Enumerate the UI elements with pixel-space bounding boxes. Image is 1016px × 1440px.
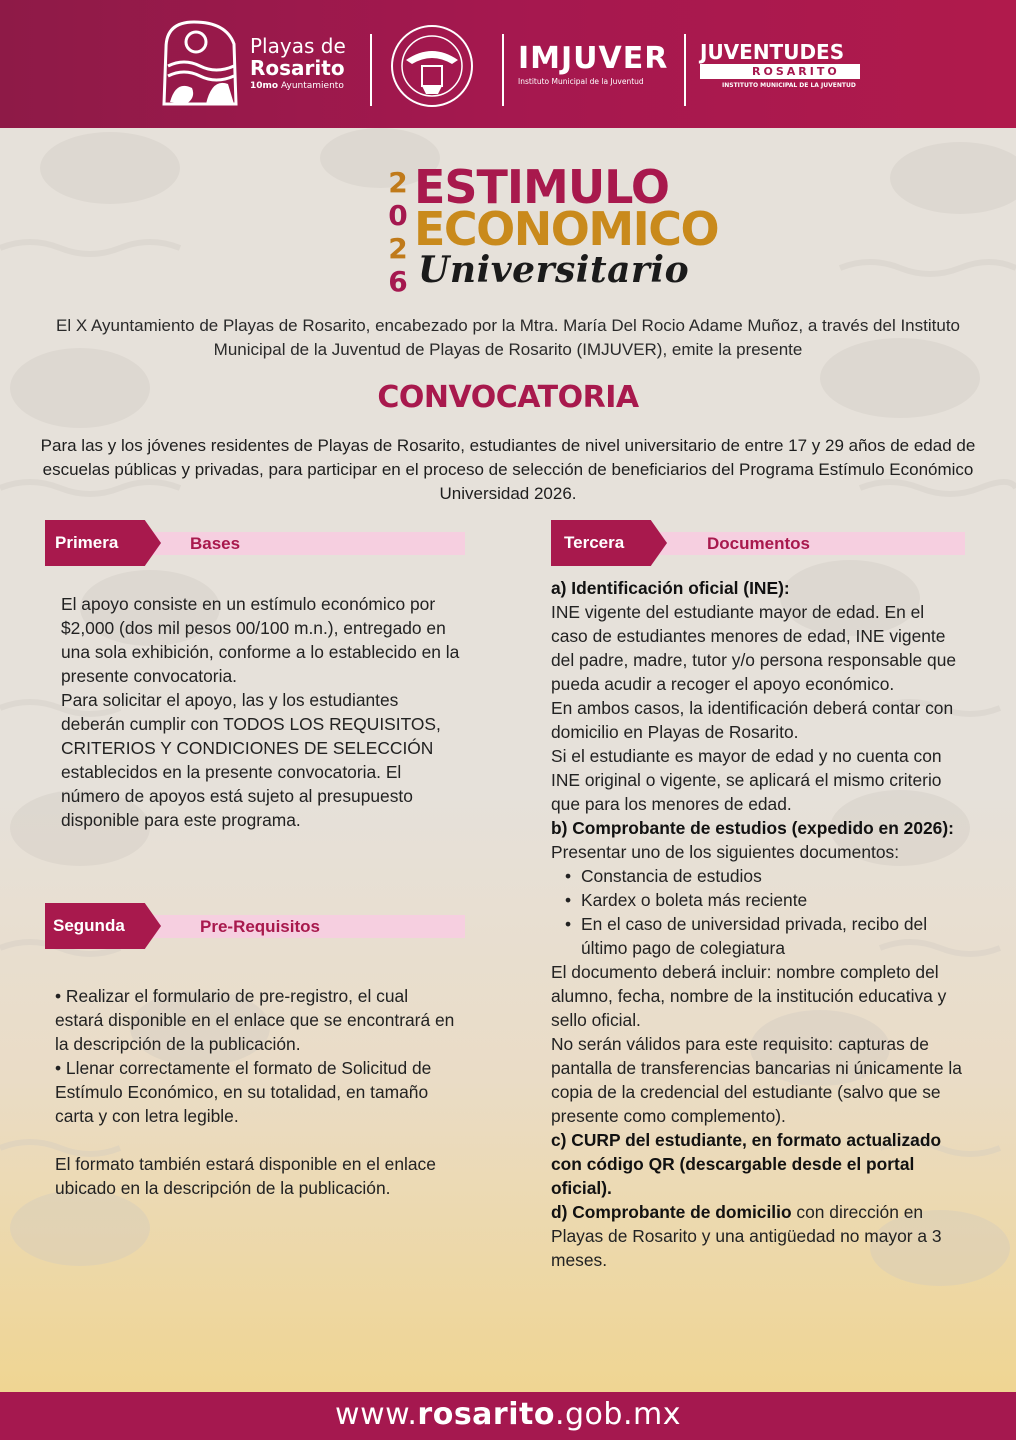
section-tag-tercera (551, 520, 965, 566)
year-vertical (384, 166, 412, 298)
doc-d-paragraph (551, 1200, 965, 1272)
juventudes-logo (700, 42, 860, 89)
body-paragraph: El formato también estará disponible en el enlace ubicado en la descripción de la publicación. (55, 1154, 436, 1198)
title-line-3: Universitario (418, 249, 690, 291)
title-line-2: ECONOMICO (414, 202, 719, 256)
section-title: Bases (190, 534, 241, 553)
doc-c-title: c) CURP del estudiante, en formato actualizado con código QR (descargable desde el portal oficial). (551, 1130, 942, 1198)
logo-line-3: 10mo Ayuntamiento (250, 81, 344, 91)
body-paragraph: • Llenar correctamente el formato de Solicitud de Estímulo Económico, en su totalidad, en tamaño carta y con letra legible. (55, 1058, 432, 1126)
section-title: Documentos (707, 534, 810, 553)
section-label: Segunda (53, 916, 125, 935)
doc-d-title: d) Comprobante de domicilio (551, 1202, 792, 1222)
year-digit: 2 (388, 232, 408, 265)
header-divider (684, 34, 686, 106)
convocatoria-paragraph: Para las y los jóvenes residentes de Playas de Rosarito, estudiantes de nivel universitario de entre 17 y 29 años de edad de escuelas públicas y privadas, para participar en el proceso de selección de beneficiarios del Programa Estímulo Económico Universidad 2026. (40, 436, 976, 503)
imjuver-subtitle: Instituto Municipal de la Juventud (518, 77, 644, 86)
body-paragraph: Si el estudiante es mayor de edad y no cuenta con INE original o vigente, se aplicará el mismo criterio que para los menores de edad. (551, 746, 942, 814)
rosarito-logo-text (250, 36, 346, 91)
imjuver-title: IMJUVER (518, 41, 669, 76)
section-tag-segunda (45, 903, 465, 949)
imjuver-logo (518, 41, 669, 86)
header-banner (0, 0, 1016, 128)
logo-line-2: Rosarito (250, 56, 345, 80)
body-paragraph: No serán válidos para este requisito: capturas de pantalla de transferencias bancarias ni únicamente la copia de la credencial del estudiante (salvo que se presente como complemento). (551, 1034, 962, 1126)
body-paragraph: INE vigente del estudiante mayor de edad. En el caso de estudiantes menores de edad, INE vigente del padre, madre, tutor y/o persona responsable que pueda acudir a recoger el apoyo económico. (551, 602, 957, 694)
intro-paragraph: El X Ayuntamiento de Playas de Rosarito, encabezado por la Mtra. María Del Rocio Adame Muñoz, a través del Instituto Municipal de la Juventud de Playas de Rosarito (IMJUVER), emite la presente (56, 316, 960, 359)
list-item: • En el caso de universidad privada, recibo del último pago de colegiatura (559, 912, 965, 960)
doc-b-list (551, 864, 965, 960)
doc-a-title: a) Identificación oficial (INE): (551, 578, 790, 598)
section-tag-bar (125, 532, 465, 555)
rosarito-logo-icon (156, 18, 242, 110)
year-digit: 0 (388, 199, 408, 232)
footer-website[interactable] (0, 1392, 1016, 1440)
year-digit: 6 (388, 265, 408, 298)
section-body-tercera (551, 576, 965, 1272)
header-divider (370, 34, 372, 106)
footer-url-pre: www. (335, 1397, 418, 1432)
header-divider (502, 34, 504, 106)
body-paragraph: • Realizar el formulario de pre-registro, el cual estará disponible en el enlace que se encontrará en la descripción de la publicación. (55, 986, 455, 1054)
section-label: Primera (55, 533, 119, 552)
juventudes-subtitle: INSTITUTO MUNICIPAL DE LA JUVENTUD (722, 82, 856, 89)
section-tag-primera (45, 520, 465, 566)
section-label: Tercera (564, 533, 625, 552)
juventudes-box: ROSARITO (700, 64, 860, 79)
body-paragraph: El apoyo consiste en un estímulo económico por $2,000 (dos mil pesos 00/100 m.n.), entregado en una sola exhibición, conforme a lo establecido en la presente convocatoria. (61, 594, 460, 686)
body-paragraph: En ambos casos, la identificación deberá contar con domicilio en Playas de Rosarito. (551, 698, 954, 742)
list-item: • Constancia de estudios (559, 864, 965, 888)
list-item: • Kardex o boleta más reciente (559, 888, 965, 912)
footer-url-post: .gob.mx (554, 1397, 681, 1432)
municipal-seal-icon (386, 22, 478, 110)
footer-url-bold: rosarito (417, 1397, 555, 1432)
convocatoria-heading: CONVOCATORIA (377, 380, 639, 415)
doc-d-text: con dirección en Playas de Rosarito y una antigüedad no mayor a 3 meses. (551, 1202, 942, 1270)
section-body-primera (61, 592, 465, 832)
body-paragraph: El documento deberá incluir: nombre completo del alumno, fecha, nombre de la institución educativa y sello oficial. (551, 962, 947, 1030)
year-digit: 2 (388, 166, 408, 199)
logo-line-1: Playas de (250, 34, 346, 58)
juventudes-title: JUVENTUDES (700, 40, 845, 64)
body-paragraph: Para solicitar el apoyo, las y los estudiantes deberán cumplir con TODOS LOS REQUISITOS, CRITERIOS Y CONDICIONES DE SELECCIÓN establecidos en la presente convocatoria. El número de apoyos está sujeto al presupuesto disponible para este programa. (61, 690, 441, 830)
doc-b-title: b) Comprobante de estudios (expedido en 2026): (551, 818, 954, 838)
title-line-1: ESTIMULO (414, 160, 669, 214)
section-body-segunda (55, 984, 455, 1200)
body-paragraph: Presentar uno de los siguientes documentos: (551, 842, 900, 862)
section-title: Pre-Requisitos (200, 917, 320, 936)
